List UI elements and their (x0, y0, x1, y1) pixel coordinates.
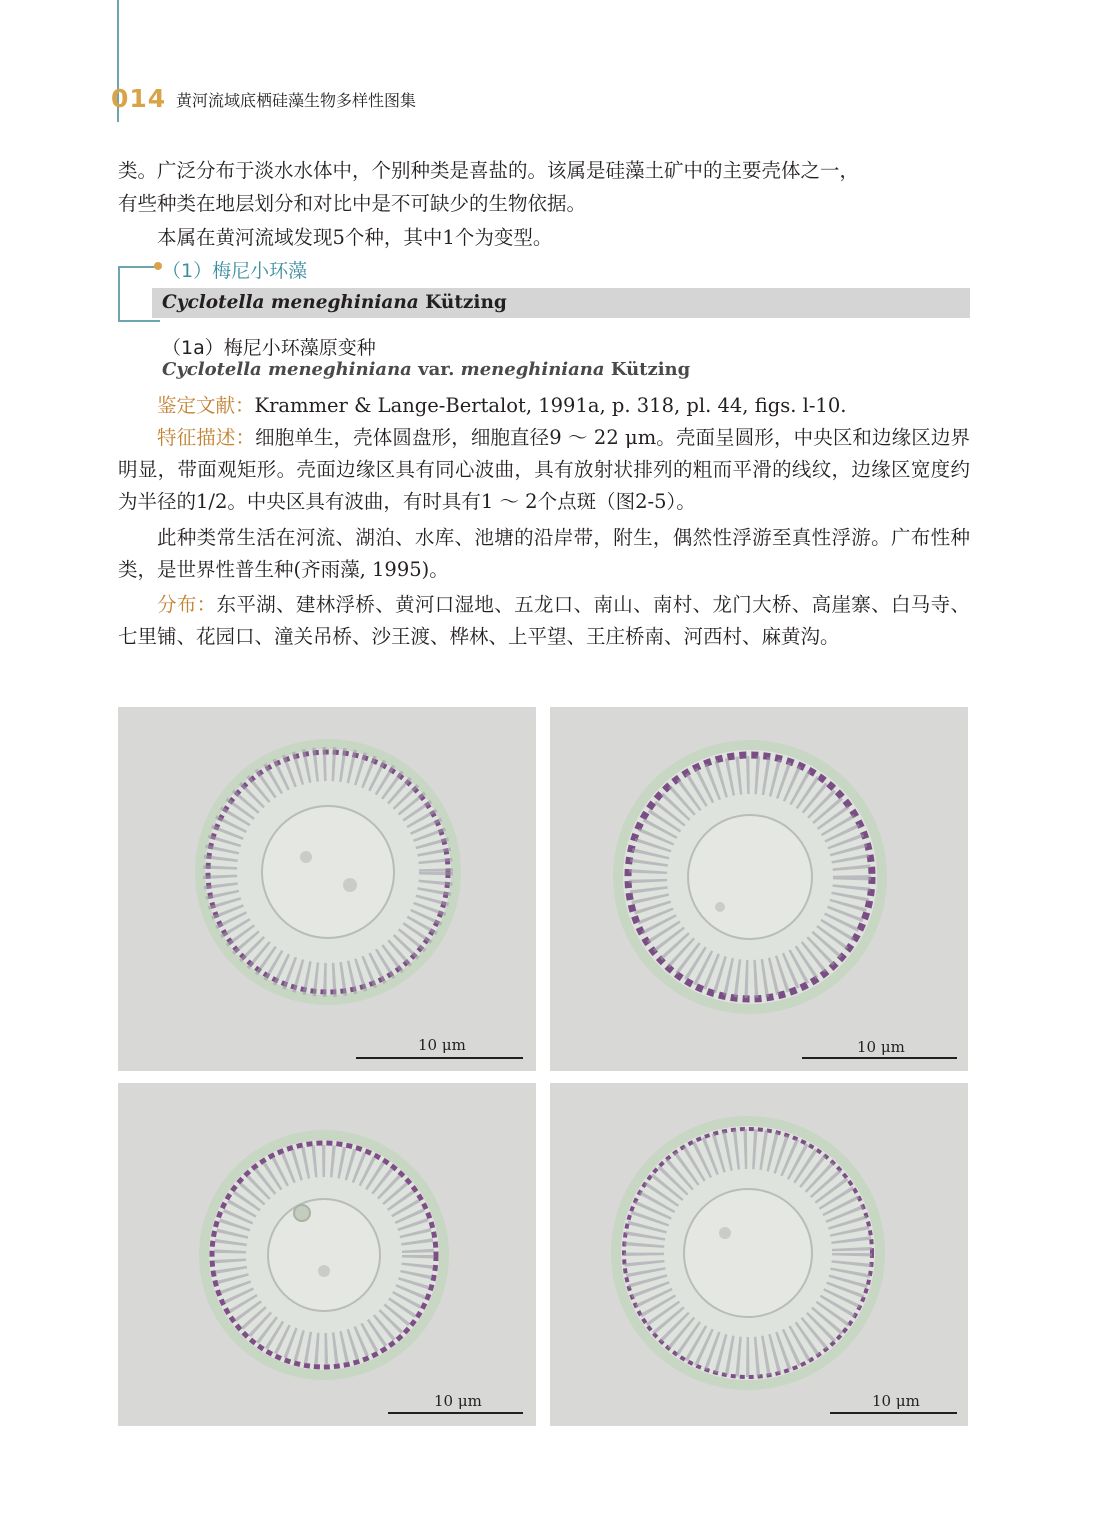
section-latin-author: Kützing (425, 292, 507, 313)
scale-bar-label-2: 10 μm (857, 1038, 905, 1056)
subsection-latin-epithet: meneghiniana (460, 359, 605, 380)
diatom-valve-image-3 (118, 1083, 536, 1426)
section-latin-binomial: Cyclotella meneghiniana (162, 292, 419, 313)
scale-bar-3 (388, 1412, 523, 1414)
distribution-text: 东平湖、建林浮桥、黄河口湿地、五龙口、南山、南村、龙门大桥、高崖寨、白马寺、七里铺、花园口、潼关吊桥、沙王渡、桦林、上平望、王庄桥南、河西村、麻黄沟。 (118, 593, 970, 648)
diatom-valve-image-2 (550, 707, 968, 1071)
section-heading (118, 258, 970, 320)
section-title-latin (162, 292, 507, 313)
subsection-title-cn: （1a）梅尼小环藻原变种 (162, 337, 376, 359)
scale-bar-4 (830, 1412, 957, 1414)
intro-line-3: 本属在黄河流域发现5个种，其中1个为变型。 (157, 226, 553, 249)
distribution-paragraph (118, 589, 970, 653)
micrograph-panel-2 (550, 707, 968, 1071)
habitat-paragraph: 此种类常生活在河流、湖泊、水库、池塘的沿岸带，附生，偶然性浮游至真性浮游。广布性种类，是世界性普生种(齐雨藻, 1995)。 (118, 526, 970, 581)
subsection-latin-author: Kützing (610, 359, 691, 380)
scale-bar-2 (802, 1057, 957, 1059)
section-title-cn: （1）梅尼小环藻 (162, 260, 308, 282)
section-latin-bar (152, 288, 970, 318)
page-number: 014 (111, 84, 167, 113)
reference-label: 鉴定文献： (157, 394, 255, 417)
scale-bar-1 (356, 1057, 523, 1059)
section-bullet-dot (154, 262, 162, 270)
book-title: 黄河流域底栖硅藻生物多样性图集 (176, 91, 417, 110)
reference-text: Krammer & Lange-Bertalot, 1991a, p. 318, pl. 44, figs. l-10. (254, 394, 847, 417)
subsection-latin-var: var. (418, 359, 455, 380)
subsection-title-latin (162, 359, 690, 380)
scale-bar-label-1: 10 μm (418, 1036, 466, 1054)
description-label: 特征描述： (157, 426, 256, 449)
reference-paragraph (118, 390, 970, 422)
diatom-valve-image-1 (118, 707, 536, 1071)
micrograph-panel-4 (550, 1083, 968, 1426)
scale-bar-label-3: 10 μm (434, 1392, 482, 1410)
scale-bar-label-4: 10 μm (872, 1392, 920, 1410)
subsection-latin-genus: Cyclotella meneghiniana (162, 359, 412, 380)
description-text: 细胞单生，壳体圆盘形，细胞直径9 ～ 22 μm。壳面呈圆形，中央区和边缘区边界明显，带面观矩形。壳面边缘区具有同心波曲，具有放射状排列的粗而平滑的线纹，边缘区宽度约为半径的1/2。中央区具有波曲，有时具有1 ～ 2个点斑（图2-5）。 (118, 426, 970, 513)
description-paragraph (118, 422, 970, 518)
micrograph-panel-3 (118, 1083, 536, 1426)
distribution-label: 分布： (157, 593, 217, 616)
intro-line-1: 类。广泛分布于淡水水体中，个别种类是喜盐的。该属是硅藻土矿中的主要壳体之一， (118, 159, 860, 182)
diatom-valve-image-4 (550, 1083, 968, 1426)
micrograph-panel-1 (118, 707, 536, 1071)
intro-line-2: 有些种类在地层划分和对比中是不可缺少的生物依据。 (118, 192, 587, 215)
